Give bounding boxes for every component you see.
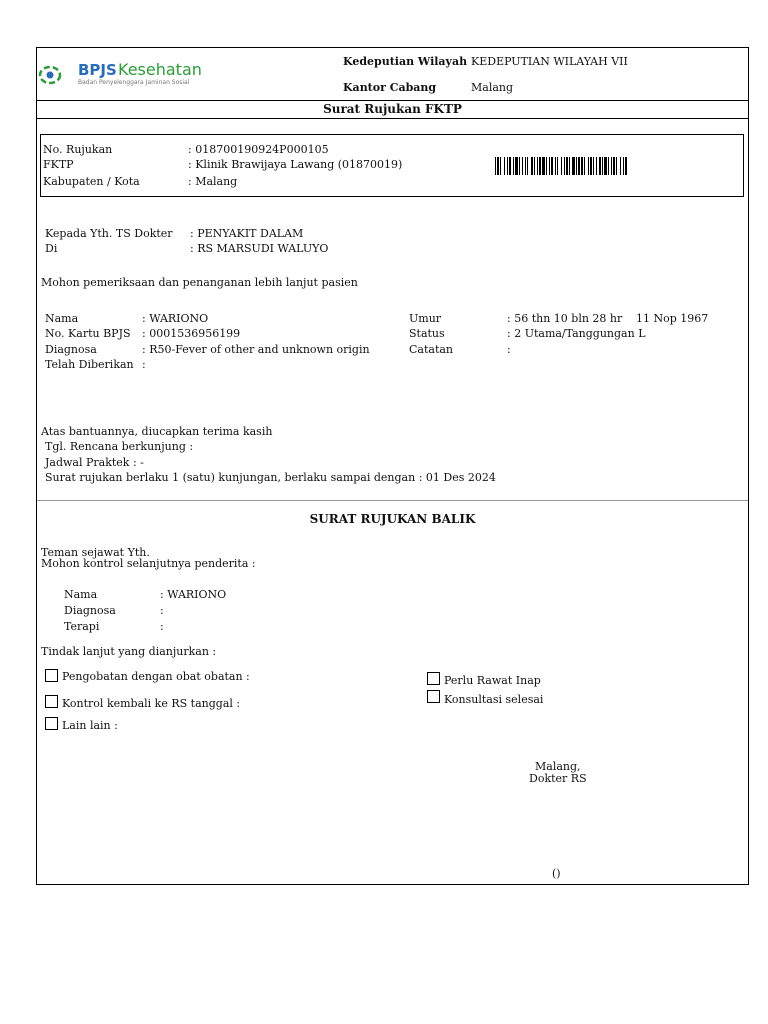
barcode-bar bbox=[504, 157, 505, 175]
logo-brand-kesehatan: Kesehatan bbox=[118, 60, 202, 79]
fktp-value: : Klinik Brawijaya Lawang (01870019) bbox=[188, 158, 403, 171]
closing-validity: Surat rujukan berlaku 1 (satu) kunjungan, berlaku sampai dengan : 01 Des 2024 bbox=[45, 471, 496, 484]
option-medication-label: Pengobatan dengan obat obatan : bbox=[62, 670, 250, 683]
barcode-bar bbox=[513, 157, 514, 175]
barcode-bar bbox=[623, 157, 624, 175]
barcode-bar bbox=[625, 157, 627, 175]
patient-given-label: Telah Diberikan bbox=[45, 358, 134, 371]
barcode-bar bbox=[495, 157, 496, 175]
barcode-bar bbox=[608, 157, 609, 175]
branch-value: Malang bbox=[471, 81, 514, 94]
back-diagnosis-value: : bbox=[160, 604, 164, 617]
barcode-bar bbox=[537, 157, 538, 175]
barcode-bar bbox=[581, 157, 583, 175]
barcode-bar bbox=[555, 157, 556, 175]
recipient-at-label: Di bbox=[45, 242, 58, 255]
patient-status-label: Status bbox=[409, 327, 445, 340]
barcode-bar bbox=[546, 157, 547, 175]
option-inpatient-label: Perlu Rawat Inap bbox=[444, 674, 541, 687]
back-therapy-value: : bbox=[160, 620, 164, 633]
barcode-bar bbox=[564, 157, 565, 175]
patient-card-label: No. Kartu BPJS bbox=[45, 327, 131, 340]
patient-notes-value: : bbox=[507, 343, 511, 356]
closing-visit-plan: Tgl. Rencana berkunjung : bbox=[45, 440, 194, 453]
option-consult-done-label: Konsultasi selesai bbox=[444, 693, 544, 706]
referral-no-value: : 018700190924P000105 bbox=[188, 143, 329, 156]
signature-signer: Dokter RS bbox=[529, 772, 587, 785]
city-value: : Malang bbox=[188, 175, 238, 188]
barcode-bar bbox=[593, 157, 594, 175]
checkbox-control[interactable] bbox=[45, 695, 58, 708]
fktp-label: FKTP bbox=[43, 158, 74, 171]
barcode-bar bbox=[522, 157, 523, 175]
barcode-bar bbox=[602, 157, 603, 175]
back-greeting: Teman sejawat Yth. bbox=[41, 546, 150, 559]
divider-title bbox=[36, 118, 749, 119]
barcode-bar bbox=[557, 157, 558, 175]
barcode-bar bbox=[519, 157, 520, 175]
barcode-bar bbox=[539, 157, 541, 175]
barcode-bar bbox=[572, 157, 575, 175]
recipient-to-label: Kepada Yth. TS Dokter bbox=[45, 227, 173, 240]
barcode-bar bbox=[542, 157, 545, 175]
page-title: Surat Rujukan FKTP bbox=[323, 102, 462, 116]
bpjs-logo bbox=[38, 60, 218, 90]
bpjs-logo-icon bbox=[38, 63, 68, 87]
recipient-to-value: : PENYAKIT DALAM bbox=[190, 227, 304, 240]
barcode-bar bbox=[590, 157, 592, 175]
divider-header bbox=[36, 100, 749, 101]
barcode-bar bbox=[527, 157, 528, 175]
barcode-bar bbox=[509, 157, 511, 175]
patient-name-label: Nama bbox=[45, 312, 79, 325]
signature-place: Malang, bbox=[535, 760, 581, 773]
barcode-bar bbox=[584, 157, 585, 175]
patient-card-value: : 0001536956199 bbox=[142, 327, 241, 340]
closing-thanks: Atas bantuannya, diucapkan terima kasih bbox=[41, 425, 273, 438]
barcode-bar bbox=[578, 157, 580, 175]
logo-tagline: Badan Penyelenggara Jaminan Sosial bbox=[78, 79, 190, 86]
barcode-bar bbox=[566, 157, 568, 175]
barcode-bar bbox=[534, 157, 535, 175]
section-separator bbox=[37, 500, 748, 501]
barcode-bar bbox=[616, 157, 617, 175]
followup-label: Tindak lanjut yang dianjurkan : bbox=[41, 645, 217, 658]
patient-notes-label: Catatan bbox=[409, 343, 454, 356]
barcode-bar bbox=[507, 157, 508, 175]
deputy-label: Kedeputian Wilayah bbox=[343, 55, 468, 68]
patient-status-value: : 2 Utama/Tanggungan L bbox=[507, 327, 646, 340]
patient-age-value: : 56 thn 10 bln 28 hr bbox=[507, 312, 623, 325]
back-therapy-label: Terapi bbox=[64, 620, 100, 633]
checkbox-inpatient[interactable] bbox=[427, 672, 440, 685]
patient-diagnosis-value: : R50-Fever of other and unknown origin bbox=[142, 343, 370, 356]
barcode-bar bbox=[549, 157, 550, 175]
checkbox-medication[interactable] bbox=[45, 669, 58, 682]
barcode-bar bbox=[569, 157, 570, 175]
patient-name-value: : WARIONO bbox=[142, 312, 209, 325]
patient-diagnosis-label: Diagnosa bbox=[45, 343, 97, 356]
closing-schedule: Jadwal Praktek : - bbox=[45, 456, 144, 469]
recipient-at-value: : RS MARSUDI WALUYO bbox=[190, 242, 329, 255]
barcode-bar bbox=[599, 157, 601, 175]
back-referral-title: SURAT RUJUKAN BALIK bbox=[309, 512, 476, 526]
request-text: Mohon pemeriksaan dan penanganan lebih lanjut pasien bbox=[41, 276, 358, 289]
patient-dob-value: 11 Nop 1967 bbox=[636, 312, 709, 325]
barcode-bar bbox=[588, 157, 589, 175]
logo-brand-bpjs: BPJS bbox=[78, 61, 117, 79]
checkbox-other[interactable] bbox=[45, 717, 58, 730]
barcode-bar bbox=[576, 157, 577, 175]
back-request: Mohon kontrol selanjutnya penderita : bbox=[41, 557, 256, 570]
barcode-bar bbox=[620, 157, 621, 175]
barcode-bar bbox=[497, 157, 499, 175]
back-name-value: : WARIONO bbox=[160, 588, 227, 601]
barcode-bar bbox=[604, 157, 607, 175]
checkbox-consult-done[interactable] bbox=[427, 690, 440, 703]
back-name-label: Nama bbox=[64, 588, 98, 601]
back-diagnosis-label: Diagnosa bbox=[64, 604, 116, 617]
option-other-label: Lain lain : bbox=[62, 719, 118, 732]
referral-no-label: No. Rujukan bbox=[43, 143, 113, 156]
barcode-bar bbox=[596, 157, 597, 175]
barcode-bar bbox=[561, 157, 562, 175]
barcode bbox=[495, 157, 735, 175]
branch-label: Kantor Cabang bbox=[343, 81, 437, 94]
barcode-bar bbox=[525, 157, 526, 175]
barcode-bar bbox=[613, 157, 615, 175]
barcode-bar bbox=[611, 157, 612, 175]
signature-name: () bbox=[552, 867, 561, 880]
patient-age-label: Umur bbox=[409, 312, 442, 325]
barcode-bar bbox=[551, 157, 553, 175]
barcode-bar bbox=[515, 157, 518, 175]
barcode-bar bbox=[531, 157, 533, 175]
city-label: Kabupaten / Kota bbox=[43, 175, 140, 188]
barcode-bar bbox=[500, 157, 501, 175]
patient-given-value: : bbox=[142, 358, 146, 371]
deputy-value: KEDEPUTIAN WILAYAH VII bbox=[471, 55, 628, 68]
option-control-label: Kontrol kembali ke RS tanggal : bbox=[62, 697, 241, 710]
